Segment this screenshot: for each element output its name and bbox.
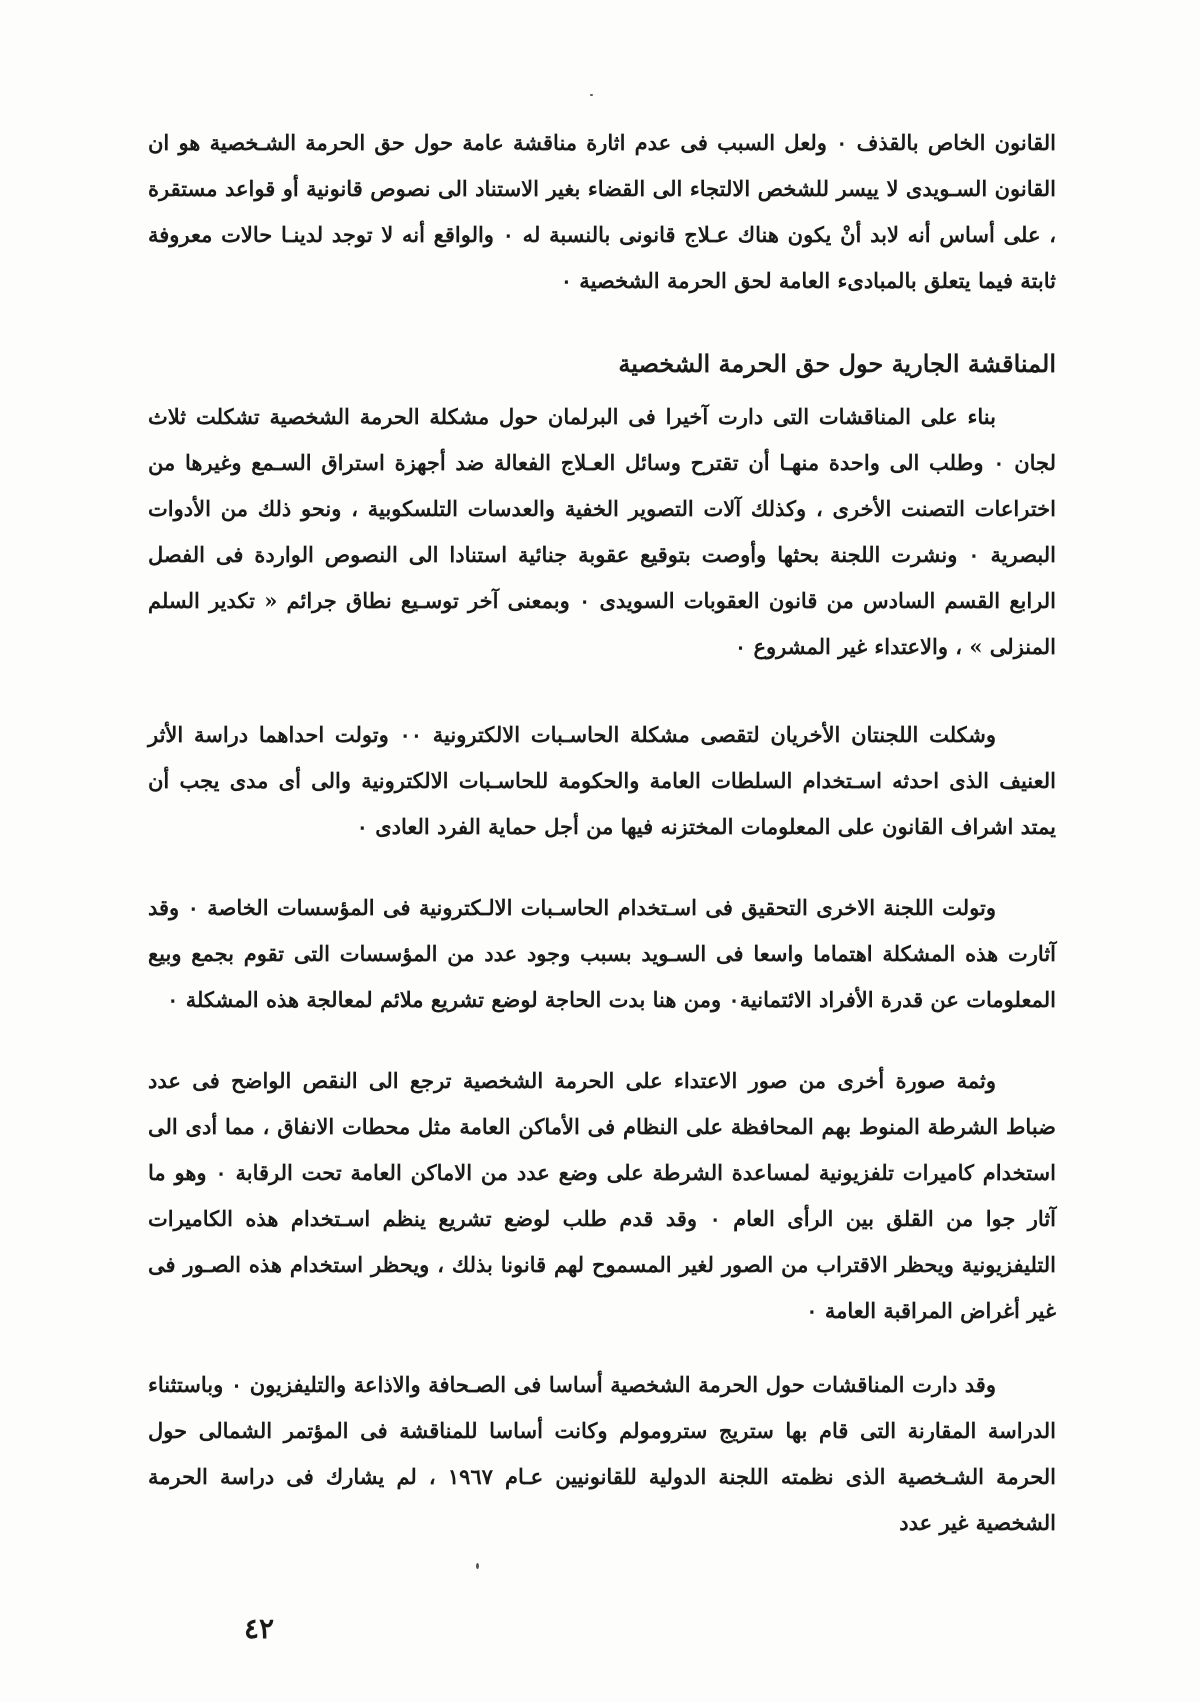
paragraph-2: بناء على المناقشات التى دارت آخيرا فى البرلمان حول مشكلة الحرمة الشخصية تشكلت ثلاث لجان ٠ وطلب الى واحدة منهـا أن تقترح وسائل العـلاج الفعالة ضد أجهزة استراق السـمع وغيرها من اختراعات التصنت الأخرى ، وكذلك آلات التصوير الخفية والعدسات التلسكوبية ، ونحو ذلك من الأدوات البصرية ٠ ونشرت اللجنة بحثها وأوصت بتوقيع عقوبة جنائية استنادا الى النصوص الواردة فى الفصل الرابع القسم السادس من قانون العقوبات السويدى ٠ وبمعنى آخر توسـيع نطاق جرائم « تكدير السلم المنزلى » ، والاعتداء غير المشروع ٠ [148,404,1056,659]
paragraph-3-block [148,712,1056,850]
paragraph-4-block [148,885,1056,1023]
paragraph-6-block [148,1362,1056,1546]
paragraph-1-block [148,120,1056,304]
paragraph-6: وقد دارت المناقشات حول الحرمة الشخصية أساسا فى الصـحافة والاذاعة والتليفزيون ٠ وباستثناء الدراسة المقارنة التى قام بها ستريج سترومولم وكانت أساسا للمناقشة فى المؤتمر الشمالى حول الحرمة الشـخصية الذى نظمته اللجنة الدولية للقانونيين عـام ١٩٦٧ ، لم يشارك فى دراسة الحرمة الشخصية غير عدد [148,1372,1057,1535]
paragraph-5: وثمة صورة أخرى من صور الاعتداء على الحرمة الشخصية ترجع الى النقص الواضح فى عدد ضباط الشرطة المنوط بهم المحافظة على النظام فى الأماكن العامة مثل محطات الانفاق ، مما أدى الى استخدام كاميرات تلفزيونية لمساعدة الشرطة على وضع عدد من الاماكن العامة تحت الرقابة ٠ وهو ما آثار جوا من القلق بين الرأى العام ٠ وقد قدم طلب لوضع تشريع ينظم اسـتخدام هذه الكاميرات التليفزيونية ويحظر الاقتراب من الصور لغير المسموح لهم قانونا بذلك ، ويحظر استخدام هذه الصـور فى غير أغراض المراقبة العامة ٠ [148,1068,1056,1323]
section-heading: المناقشة الجارية حول حق الحرمة الشخصية [618,349,1056,378]
paragraph-4: وتولت اللجنة الاخرى التحقيق فى اسـتخدام الحاسـبات الالـكترونية فى المؤسسات الخاصة ٠ وقد آثارت هذه المشكلة اهتماما واسعا فى السـويد بسبب وجود عدد من المؤسسات التى تقوم بجمع وبيع المعلومات عن قدرة الأفراد الائتمانية٠ ومن هنا بدت الحاجة لوضع تشريع ملائم لمعالجة هذه المشكلة ٠ [148,895,1056,1012]
paragraph-1: القانون الخاص بالقذف ٠ ولعل السبب فى عدم اثارة مناقشة عامة حول حق الحرمة الشـخصية هو ان القانون السـويدى لا ييسر للشخص الالتجاء الى القضاء بغير الاستناد الى نصوص قانونية أو قواعد مستقرة ، على أساس أنه لابد أنْ يكون هناك عـلاج قانونى بالنسبة له ٠ والواقع أنه لا توجد لدينـا حالات معروفة ثابتة فيما يتعلق بالمبادىء العامة لحق الحرمة الشخصية ٠ [148,130,1056,293]
paragraph-2-block [148,394,1056,670]
scan-speck [590,94,593,96]
page-number: ٤٢ [244,1612,275,1645]
scan-speck [476,1563,479,1569]
paragraph-3: وشكلت اللجنتان الأخريان لتقصى مشكلة الحاسـبات الالكترونية ٠٠ وتولت احداهما دراسة الأثر العنيف الذى احدثه اسـتخدام السلطات العامة والحكومة للحاسـبات الالكترونية والى أى مدى يجب أن يمتد اشراف القانون على المعلومات المختزنه فيها من أجل حماية الفرد العادى ٠ [148,722,1056,839]
paragraph-5-block [148,1058,1056,1334]
